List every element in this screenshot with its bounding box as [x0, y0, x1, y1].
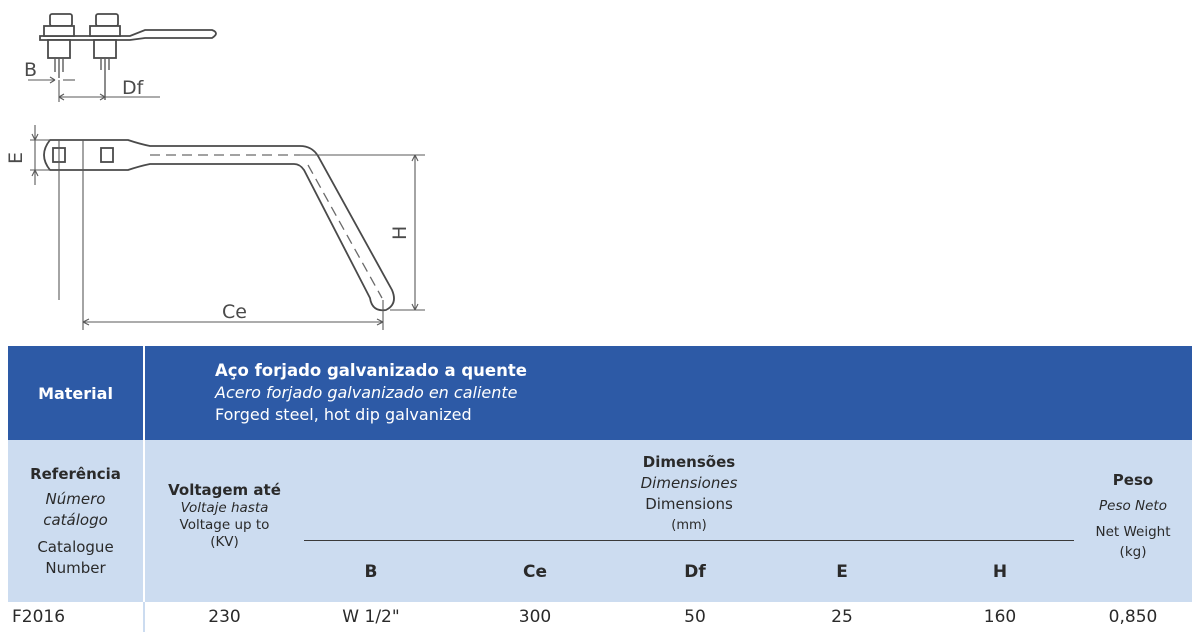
cell-ce: 300	[518, 607, 552, 627]
col-h: H	[926, 541, 1074, 602]
label-b: B	[24, 59, 38, 81]
weight-pt: Peso	[1112, 471, 1154, 489]
material-label: Material	[8, 346, 144, 440]
technical-drawing	[0, 0, 460, 340]
voltage-pt: Voltagem até	[168, 481, 281, 499]
weight-header	[1074, 440, 1192, 602]
label-e: E	[5, 151, 27, 164]
reference-en: Catalogue Number	[37, 537, 114, 577]
voltage-en: Voltage up to	[179, 517, 270, 533]
cell-voltage: 230	[208, 607, 241, 627]
material-pt: Aço forjado galvanizado a quente	[215, 361, 527, 380]
dimensions-pt: Dimensões	[642, 453, 736, 472]
dimensions-en: Dimensions	[645, 495, 733, 514]
dimensions-unit: (mm)	[671, 518, 707, 534]
top-view	[24, 14, 216, 102]
material-description	[144, 346, 1192, 440]
voltage-unit: (KV)	[210, 534, 239, 550]
weight-es: Peso Neto	[1099, 498, 1167, 514]
reference-pt: Referência	[30, 464, 121, 483]
label-h: H	[389, 225, 411, 240]
cell-e: 25	[831, 607, 853, 627]
dimensions-header	[304, 440, 1074, 541]
weight-unit: (kg)	[1119, 544, 1147, 560]
label-df: Df	[122, 77, 144, 99]
cell-b: W 1/2"	[342, 607, 400, 627]
cell-reference: F2016	[8, 602, 144, 632]
side-view	[5, 125, 425, 330]
cell-df: 50	[684, 607, 706, 627]
col-df: Df	[632, 541, 758, 602]
header-row	[8, 440, 1192, 541]
cell-weight: 0,850	[1108, 607, 1158, 627]
dimensions-es: Dimensiones	[640, 474, 738, 493]
material-en: Forged steel, hot dip galvanized	[215, 405, 472, 424]
specification-table	[8, 346, 1192, 632]
reference-es: Número catálogo	[43, 489, 108, 529]
cell-h: 160	[983, 607, 1017, 627]
col-b: B	[304, 541, 438, 602]
table-row	[8, 602, 1192, 632]
reference-header	[8, 440, 144, 602]
voltage-es: Voltaje hasta	[180, 500, 269, 516]
weight-en: Net Weight	[1095, 524, 1171, 540]
col-ce: Ce	[438, 541, 632, 602]
col-e: E	[758, 541, 926, 602]
label-ce: Ce	[222, 301, 247, 323]
material-es: Acero forjado galvanizado en caliente	[215, 383, 518, 402]
voltage-header	[144, 440, 304, 602]
material-row	[8, 346, 1192, 440]
